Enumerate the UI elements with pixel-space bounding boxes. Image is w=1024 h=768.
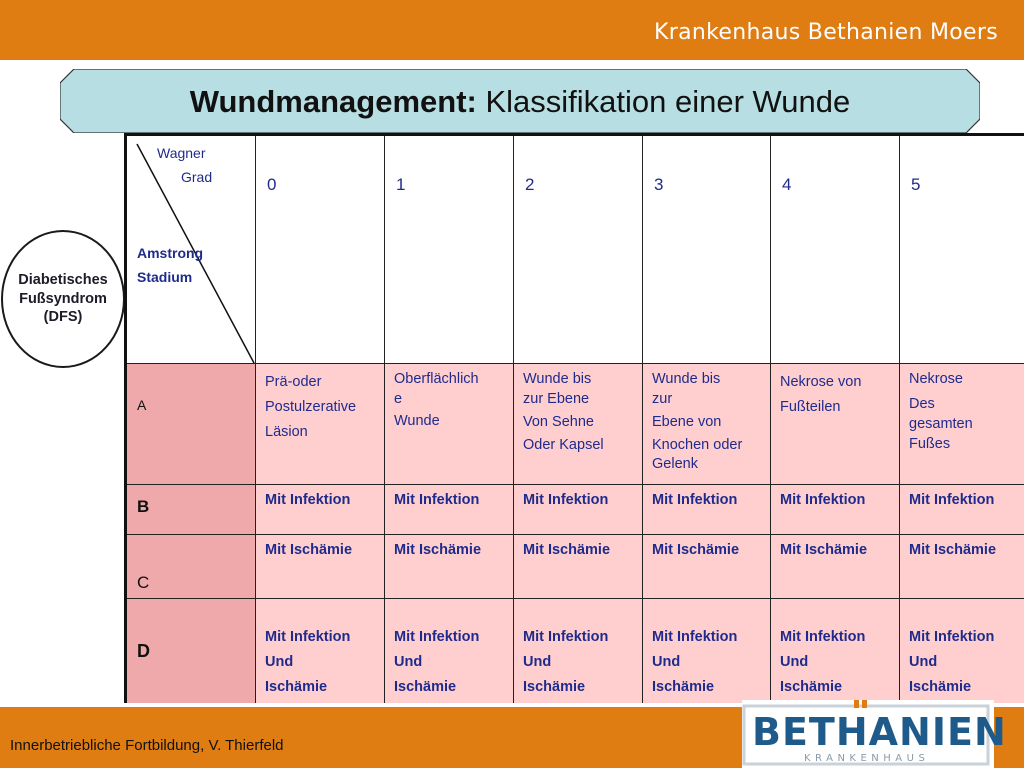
corner-amstrong-text: Amstrong [137, 245, 204, 261]
corner-amstrong [137, 242, 203, 290]
cell-b-0: Mit Infektion [256, 485, 385, 535]
cell-a-0-l3: Läsion [265, 423, 308, 440]
cell-c-5: Mit Ischämie [900, 535, 1024, 599]
cell-b-3: Mit Infektion [643, 485, 771, 535]
row-label-b [127, 485, 256, 535]
cell-a-0-l2: Postulzerative [265, 398, 357, 415]
row-label-c-text: C [137, 573, 150, 592]
footer-text: Innerbetriebliche Fortbildung, V. Thierfeld [10, 737, 284, 754]
corner-stadium-text: Stadium [137, 268, 193, 285]
cell-d-2 [514, 599, 643, 703]
cell-a-3 [643, 364, 771, 485]
row-label-d-text: D [137, 641, 150, 661]
dfs-line3: (DFS) [43, 309, 83, 326]
grade-3: 3 [643, 136, 771, 364]
cell-a-1-l1: Oberflächlich [394, 371, 479, 387]
page-title [60, 84, 980, 120]
cell-a-1 [385, 364, 514, 485]
grade-4: 4 [771, 136, 900, 364]
cell-d-4-l3: Ischämie [780, 678, 843, 695]
cell-d-3-l2: Und [652, 653, 681, 670]
cell-d-1 [385, 599, 514, 703]
cell-c-3: Mit Ischämie [643, 535, 771, 599]
cell-a-5-l4: Fußes [909, 435, 951, 452]
cell-b-4: Mit Infektion [771, 485, 900, 535]
grade-1: 1 [385, 136, 514, 364]
cell-d-2-l1: Mit Infektion [523, 629, 609, 645]
cell-c-2: Mit Ischämie [514, 535, 643, 599]
cell-b-2: Mit Infektion [514, 485, 643, 535]
cell-a-4-l1: Nekrose von [780, 374, 862, 390]
classification-table [124, 133, 1024, 703]
cell-d-4 [771, 599, 900, 703]
row-label-d [127, 599, 256, 703]
cell-a-2-l1: Wunde bis [523, 371, 592, 387]
cell-d-0-l2: Und [265, 653, 294, 670]
header-brand: Krankenhaus Bethanien Moers [654, 20, 998, 45]
row-label-a-text: A [137, 397, 147, 413]
cell-a-2-l4: Oder Kapsel [523, 436, 604, 453]
cell-c-1: Mit Ischämie [385, 535, 514, 599]
grade-0: 0 [256, 136, 385, 364]
cell-a-4-l2: Fußteilen [780, 398, 841, 415]
title-banner [60, 69, 980, 133]
dfs-line1: Diabetisches [18, 271, 108, 288]
cell-d-4-l2: Und [780, 653, 809, 670]
cell-d-2-l2: Und [523, 653, 552, 670]
cell-d-0-l1: Mit Infektion [265, 629, 351, 645]
cell-a-1-l3: Wunde [394, 412, 440, 429]
cell-a-2-l3: Von Sehne [523, 413, 594, 430]
cell-d-1-l2: Und [394, 653, 423, 670]
row-label-c [127, 535, 256, 599]
cell-d-5-l3: Ischämie [909, 678, 972, 695]
cell-d-5-l2: Und [909, 653, 938, 670]
cell-a-3-l5: Gelenk [652, 456, 698, 473]
cell-a-0 [256, 364, 385, 485]
cell-c-4: Mit Ischämie [771, 535, 900, 599]
cell-a-5-l1: Nekrose [909, 371, 963, 387]
cell-a-0-l1: Prä-oder [265, 374, 322, 390]
cell-d-0 [256, 599, 385, 703]
row-label-a [127, 364, 256, 485]
dfs-line2: Fußsyndrom [19, 290, 107, 307]
logo-name: BETHANIEN [752, 710, 1007, 754]
cell-a-2-l2: zur Ebene [523, 390, 590, 407]
cell-a-3-l3: Ebene von [652, 413, 722, 430]
bethanien-logo [742, 700, 1007, 768]
row-label-b-text: B [137, 497, 150, 516]
cell-d-3-l1: Mit Infektion [652, 629, 738, 645]
cell-d-1-l1: Mit Infektion [394, 629, 480, 645]
cell-a-3-l1: Wunde bis [652, 371, 721, 387]
cell-d-0-l3: Ischämie [265, 678, 328, 695]
cell-a-3-l4: Knochen oder [652, 436, 743, 453]
cell-d-4-l1: Mit Infektion [780, 629, 866, 645]
cell-d-5 [900, 599, 1024, 703]
grade-5: 5 [900, 136, 1024, 364]
cell-d-1-l3: Ischämie [394, 678, 457, 695]
cell-d-3-l3: Ischämie [652, 678, 715, 695]
cell-b-1: Mit Infektion [385, 485, 514, 535]
corner-wagner: Wagner [157, 145, 206, 161]
cell-c-0: Mit Ischämie [256, 535, 385, 599]
cell-a-5 [900, 364, 1024, 485]
cell-a-5-l3: gesamten [909, 415, 973, 432]
dfs-label [1, 230, 125, 368]
grade-2: 2 [514, 136, 643, 364]
title-bold: Wundmanagement: [189, 84, 477, 119]
cell-d-5-l1: Mit Infektion [909, 629, 995, 645]
corner-grad: Grad [181, 169, 213, 185]
corner-cell [127, 136, 256, 364]
cell-a-2 [514, 364, 643, 485]
cell-a-4 [771, 364, 900, 485]
cell-b-5: Mit Infektion [900, 485, 1024, 535]
title-rest: Klassifikation einer Wunde [476, 84, 851, 119]
cell-a-1-l2: e [394, 390, 403, 407]
cell-d-3 [643, 599, 771, 703]
cell-a-3-l2: zur [652, 390, 673, 407]
cell-a-5-l2: Des [909, 395, 935, 412]
cell-d-2-l3: Ischämie [523, 678, 586, 695]
header-bar [0, 0, 1024, 60]
logo-sub: KRANKENHAUS [804, 753, 930, 764]
